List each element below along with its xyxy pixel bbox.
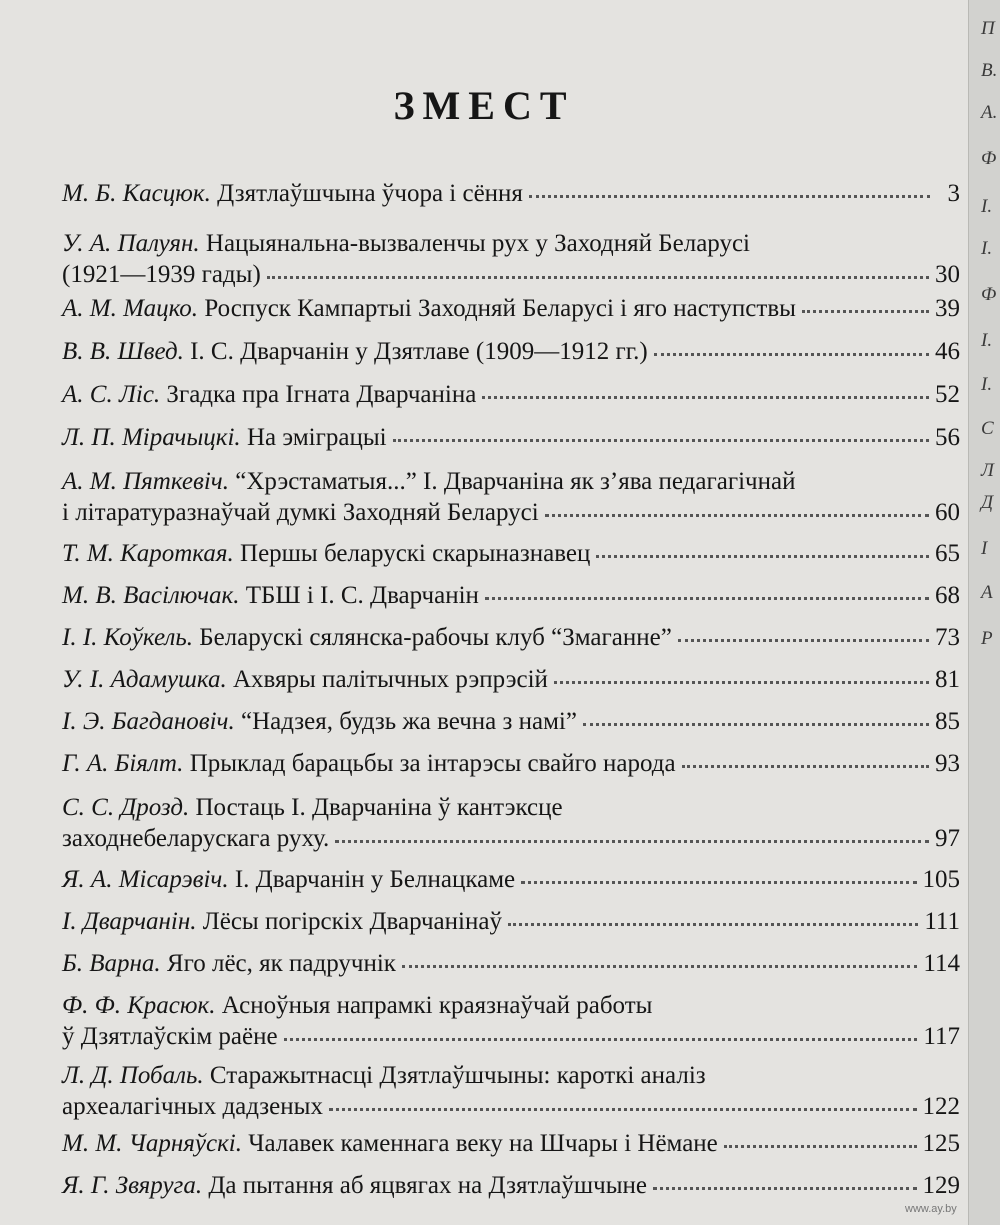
toc-page-number: 30 xyxy=(935,261,960,288)
toc-entry-text xyxy=(62,664,548,695)
toc-entry xyxy=(62,906,960,937)
toc-page-number: 125 xyxy=(922,1130,960,1157)
toc-entry-text xyxy=(62,580,479,611)
toc-entry xyxy=(62,1128,960,1159)
toc-title: І. Дварчанін у Белнацкаме xyxy=(234,866,516,893)
dot-leader xyxy=(654,339,929,359)
toc-entry-line xyxy=(62,259,960,290)
dot-leader xyxy=(583,709,929,729)
toc-entry-text xyxy=(62,259,261,290)
toc-entry-line xyxy=(62,706,960,737)
toc-title: Чалавек каменнага веку на Шчары і Нёмане xyxy=(248,1130,718,1157)
toc-entry-text xyxy=(62,906,502,937)
toc-author: С. С. Дрозд. xyxy=(62,794,190,821)
edge-letter: Д xyxy=(981,492,994,513)
toc-title: і літаратуразнаўчай думкі Заходняй Беларусі xyxy=(62,499,539,526)
toc-entry-line xyxy=(62,748,960,779)
toc-entry-line xyxy=(62,1170,960,1201)
toc-title: Нацыянальна-вызваленчы рух у Заходняй Беларусі xyxy=(205,230,751,257)
dot-leader xyxy=(678,625,929,645)
edge-letter: Ф xyxy=(981,284,997,305)
toc-page-number: 60 xyxy=(935,499,960,526)
toc-page-number: 52 xyxy=(935,381,960,408)
toc-entry-text xyxy=(62,748,676,779)
dot-leader xyxy=(724,1131,917,1151)
toc-entry xyxy=(62,1060,960,1122)
edge-letter: А xyxy=(981,582,993,603)
edge-letter: І. xyxy=(981,330,993,351)
toc-page-number: 81 xyxy=(935,666,960,693)
page-title: ЗМЕСТ xyxy=(393,83,575,128)
dot-leader xyxy=(521,867,916,887)
toc-page-number: 105 xyxy=(922,866,960,893)
toc-entry-line xyxy=(62,497,960,528)
edge-letter: І xyxy=(981,538,988,559)
toc-page-number: 56 xyxy=(935,424,960,451)
toc-title: На эміграцыі xyxy=(246,424,387,451)
toc-entry-text xyxy=(62,948,396,979)
dot-leader xyxy=(402,951,917,971)
edge-letter: Ф xyxy=(981,148,997,169)
toc-entry-line xyxy=(62,906,960,937)
toc-entry-text xyxy=(62,1021,278,1052)
toc-entry xyxy=(62,538,960,569)
toc-title: Да пытання аб яцвягах на Дзятлаўшчыне xyxy=(208,1172,647,1199)
toc-entry xyxy=(62,178,960,209)
toc-title: ў Дзятлаўскім раёне xyxy=(62,1023,278,1050)
dot-leader xyxy=(508,909,918,929)
toc-title: (1921—1939 гады) xyxy=(62,261,261,288)
toc-entry xyxy=(62,864,960,895)
toc-entry-text xyxy=(62,538,590,569)
toc-author: М. Б. Касцюк. xyxy=(62,180,211,207)
toc-entry xyxy=(62,664,960,695)
toc-author: А. М. Пяткевіч. xyxy=(62,468,229,495)
toc-title: “Хрэстаматыя...” І. Дварчаніна як з’ява педагагічнай xyxy=(235,468,796,495)
toc-entry-text xyxy=(62,497,539,528)
toc-entry xyxy=(62,466,960,528)
toc-author: У. А. Палуян. xyxy=(62,230,200,257)
toc-entry xyxy=(62,228,960,290)
toc-entry-line xyxy=(62,823,960,854)
dot-leader xyxy=(335,826,929,846)
toc-title: Роспуск Кампартыі Заходняй Беларусі і яго наступствы xyxy=(204,295,796,322)
dot-leader xyxy=(267,262,929,282)
toc-entry-text xyxy=(62,1128,718,1159)
toc-entry-line xyxy=(62,1128,960,1159)
toc-page-number: 85 xyxy=(935,708,960,735)
toc-author: Г. А. Біялт. xyxy=(62,750,184,777)
toc-entry-line xyxy=(62,422,960,453)
dot-leader xyxy=(393,425,929,445)
toc-title: Першы беларускі скарыназнавец xyxy=(240,540,591,567)
toc-title: Ахвяры палітычных рэпрэсій xyxy=(232,666,548,693)
toc-author: Б. Варна. xyxy=(62,950,161,977)
toc-entry-line xyxy=(62,1091,960,1122)
toc-author: В. В. Швед. xyxy=(62,338,184,365)
toc-entry-line xyxy=(62,379,960,410)
toc-title: Постаць І. Дварчаніна ў кантэксце xyxy=(195,794,563,821)
toc-page-number: 97 xyxy=(935,825,960,852)
dot-leader xyxy=(284,1024,918,1044)
dot-leader xyxy=(482,382,929,402)
watermark: www.ay.by xyxy=(905,1203,957,1215)
edge-letter: Р xyxy=(981,628,993,649)
toc-author: Ф. Ф. Красюк. xyxy=(62,992,216,1019)
toc-author: Т. М. Кароткая. xyxy=(62,540,234,567)
toc-title: Асноўныя напрамкі краязнаўчай работы xyxy=(221,992,653,1019)
toc-entry xyxy=(62,948,960,979)
toc-entry xyxy=(62,990,960,1052)
toc-author: І. І. Коўкель. xyxy=(62,624,193,651)
toc-entry-line xyxy=(62,990,960,1021)
edge-letter: І. xyxy=(981,238,993,259)
dot-leader xyxy=(653,1173,917,1193)
toc-author: І. Э. Багдановіч. xyxy=(62,708,235,735)
toc-author: У. І. Адамушка. xyxy=(62,666,227,693)
dot-leader xyxy=(545,500,929,520)
toc-title: заходнебеларускага руху. xyxy=(62,825,330,852)
toc-title: Лёсы погірскіх Дварчанінаў xyxy=(202,908,502,935)
toc-entry-line xyxy=(62,792,960,823)
edge-letter: Л xyxy=(981,460,994,481)
dot-leader xyxy=(485,583,929,603)
toc-title: Прыклад барацьбы за інтарэсы свайго народа xyxy=(189,750,676,777)
toc-entry-text xyxy=(62,379,476,410)
toc-entry xyxy=(62,379,960,410)
toc-author: І. Дварчанін. xyxy=(62,908,197,935)
toc-author: Л. Д. Побаль. xyxy=(62,1062,204,1089)
dot-leader xyxy=(329,1094,917,1114)
toc-entry-text xyxy=(62,864,515,895)
toc-entry-line xyxy=(62,293,960,324)
toc-entry xyxy=(62,748,960,779)
toc-entry xyxy=(62,622,960,653)
toc-entry-text xyxy=(62,992,652,1019)
edge-letter: С xyxy=(981,418,994,439)
toc-author: М. В. Васілючак. xyxy=(62,582,240,609)
edge-letter: І. xyxy=(981,196,993,217)
toc-title: Дзятлаўшчына ўчора і сёння xyxy=(217,180,523,207)
dot-leader xyxy=(596,541,929,561)
toc-title: “Надзея, будзь жа вечна з намі” xyxy=(240,708,577,735)
toc-title: Яго лёс, як падручнік xyxy=(166,950,396,977)
toc-entry-text xyxy=(62,422,387,453)
toc-page-number: 46 xyxy=(935,338,960,365)
toc-entry xyxy=(62,580,960,611)
toc-entry xyxy=(62,293,960,324)
toc-entry-line xyxy=(62,466,960,497)
toc-entry-text xyxy=(62,336,648,367)
toc-entry-line xyxy=(62,538,960,569)
dot-leader xyxy=(529,181,930,201)
dot-leader xyxy=(554,667,929,687)
toc-entry-text xyxy=(62,1170,647,1201)
toc-entry xyxy=(62,706,960,737)
toc-title: археалагічных дадзеных xyxy=(62,1093,323,1120)
toc-title: Старажытнасці Дзятлаўшчыны: кароткі аналіз xyxy=(209,1062,706,1089)
toc-entry xyxy=(62,1170,960,1201)
toc-author: А. М. Мацко. xyxy=(62,295,199,322)
toc-entry-line xyxy=(62,1021,960,1052)
toc-title: Беларускі сялянска-рабочы клуб “Змаганне” xyxy=(199,624,672,651)
toc-page-number: 65 xyxy=(935,540,960,567)
toc-author: М. М. Чарняўскі. xyxy=(62,1130,242,1157)
toc-entry-text xyxy=(62,468,795,495)
toc-page-number: 117 xyxy=(923,1023,960,1050)
toc-entry-text xyxy=(62,1062,706,1089)
toc-title: І. С. Дварчанін у Дзятлаве (1909—1912 гг.) xyxy=(190,338,648,365)
toc-entry-line xyxy=(62,864,960,895)
edge-letter: П xyxy=(981,18,995,39)
toc-page-number: 93 xyxy=(935,750,960,777)
toc-author: Я. Г. Звяруга. xyxy=(62,1172,203,1199)
toc-page-number: 3 xyxy=(947,180,960,207)
toc-page-number: 122 xyxy=(922,1093,960,1120)
toc-page-number: 111 xyxy=(924,908,960,935)
toc-entry xyxy=(62,422,960,453)
toc-entry-text xyxy=(62,622,672,653)
toc-author: Л. П. Мірачыцкі. xyxy=(62,424,241,451)
toc-entry-line xyxy=(62,178,960,209)
toc-entry-text xyxy=(62,293,796,324)
toc-entry xyxy=(62,336,960,367)
toc-author: Я. А. Місарэвіч. xyxy=(62,866,229,893)
toc-entry-line xyxy=(62,664,960,695)
dot-leader xyxy=(802,296,929,316)
toc-entry-text xyxy=(62,794,563,821)
edge-letter: В. xyxy=(981,60,998,81)
toc-entry xyxy=(62,792,960,854)
dot-leader xyxy=(682,751,929,771)
toc-author: А. С. Ліс. xyxy=(62,381,161,408)
adjacent-page-edge xyxy=(968,0,1000,1225)
toc-entry-text xyxy=(62,706,577,737)
toc-page-number: 39 xyxy=(935,295,960,322)
toc-entry-line xyxy=(62,580,960,611)
toc-page-number: 114 xyxy=(923,950,960,977)
toc-entry-line xyxy=(62,948,960,979)
toc-entry-text xyxy=(62,178,523,209)
toc-entry-text xyxy=(62,230,750,257)
edge-letter: І. xyxy=(981,374,993,395)
toc-entry-line xyxy=(62,228,960,259)
toc-page-number: 68 xyxy=(935,582,960,609)
edge-letter: А. xyxy=(981,102,998,123)
toc-entry-text xyxy=(62,823,329,854)
toc-entry-line xyxy=(62,1060,960,1091)
toc-entry-text xyxy=(62,1091,323,1122)
toc-page-number: 129 xyxy=(922,1172,960,1199)
toc-page-number: 73 xyxy=(935,624,960,651)
toc-entry-line xyxy=(62,336,960,367)
toc-title: Згадка пра Ігната Дварчаніна xyxy=(166,381,477,408)
toc-entry-line xyxy=(62,622,960,653)
toc-title: ТБШ і І. С. Дварчанін xyxy=(245,582,479,609)
